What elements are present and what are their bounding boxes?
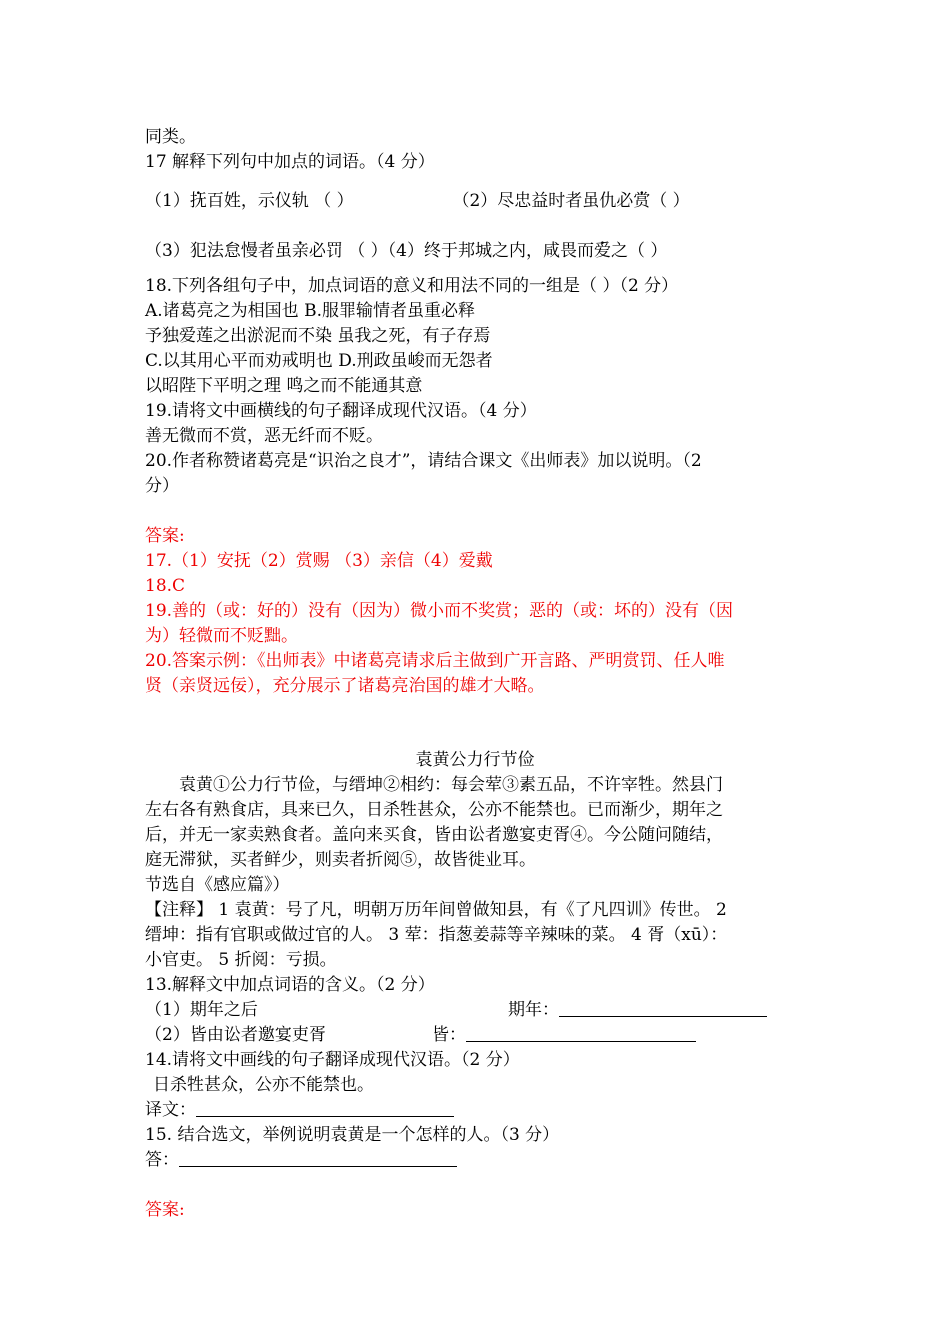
passage-line: 左右各有熟食店，具来已久，日杀牲甚众，公亦不能禁也。已而渐少，期年之 [145, 800, 723, 820]
question-15: 15. 结合选文，举例说明袁黄是一个怎样的人。（3 分） [145, 1125, 560, 1145]
answer-label: 答案: [145, 526, 185, 546]
answer-blank[interactable] [196, 1098, 454, 1117]
question-13-item-2: （2）皆由讼者邀宴吏胥 [145, 1025, 326, 1045]
question-17: 17 解释下列句中加点的词语。（4 分） [145, 152, 435, 172]
question-18-options-cd: C.以其用心平而劝戒明也 D.刑政虽峻而无怨者 [145, 351, 493, 371]
question-14-answer: 译文： [145, 1098, 454, 1123]
question-18-options-ab: A.诸葛亮之为相国也 B.服罪输情者虽重必释 [145, 301, 475, 321]
passage-line: 后，并无一家卖熟食者。盖向来买食，皆由讼者邀宴吏胥④。今公随问随结， [145, 825, 723, 845]
question-17-items-3-4: （3）犯法怠慢者虽亲必罚 （ ）（4）终于邦城之内，咸畏而爱之（ ） [145, 241, 668, 261]
question-18-options-ab-line2: 予独爱莲之出淤泥而不染 虽我之死，有子存焉 [145, 326, 491, 346]
answer-blank[interactable] [466, 1023, 696, 1042]
question-18-options-cd-line2: 以昭陛下平明之理 鸣之而不能通其意 [145, 376, 423, 396]
passage-line: 庭无滞狱，买者鲜少，则卖者折阅⑤，故皆徙业耳。 [145, 850, 536, 870]
question-14: 14.请将文中画线的句子翻译成现代汉语。（2 分） [145, 1050, 520, 1070]
answer-17: 17.（1）安抚（2）赏赐 （3）亲信（4）爱戴 [145, 551, 493, 571]
question-13: 13.解释文中加点词语的含义。（2 分） [145, 975, 435, 995]
notes-line: 【注释】 1 袁黄：号了凡，明朝万历年间曾做知县，有《了凡四训》传世。 2 [145, 900, 727, 920]
question-19-sentence: 善无微而不赏，恶无纤而不贬。 [145, 426, 383, 446]
question-14-sentence: 日杀牲甚众，公亦不能禁也。 [153, 1075, 374, 1095]
notes-line: 小官吏。 5 折阅：亏损。 [145, 950, 337, 970]
dotted-word: 爱 [593, 241, 611, 261]
answer-blank[interactable] [559, 998, 767, 1017]
text-line: 同类。 [145, 127, 196, 147]
question-20-cont: 分） [145, 476, 179, 496]
passage-source: 节选自《感应篇》） [145, 875, 290, 895]
answer-label: 答案: [145, 1200, 185, 1220]
answer-blank[interactable] [179, 1148, 457, 1167]
answer-18: 18.C [145, 576, 186, 596]
answer-20-cont: 贤（亲贤远佞），充分展示了诸葛亮治国的雄才大略。 [145, 676, 545, 696]
question-13-item-1: （1）期年之后 [145, 1000, 258, 1020]
answer-19: 19.善的（或：好的）没有（因为）微小而不奖赏；恶的（或：坏的）没有（因 [145, 601, 734, 621]
answer-20: 20.答案示例：《出师表》中诸葛亮请求后主做到广开言路、严明赏罚、任人唯 [145, 651, 725, 671]
passage-title: 袁黄公力行节俭 [415, 750, 535, 770]
question-13-item-2-answer: 皆： [432, 1023, 696, 1048]
question-18: 18.下列各组句子中，加点词语的意义和用法不同的一组是（ ）（2 分） [145, 276, 679, 296]
question-15-answer: 答： [145, 1148, 457, 1173]
answer-19-cont: 为）轻微而不贬黜。 [145, 626, 298, 646]
question-17-items-1-2: （1）抚百姓，示仪轨 （ ） （2）尽忠益时者虽仇必赏（ ） [145, 191, 690, 211]
notes-line: 缙坤：指有官职或做过官的人。 3 荤：指葱姜蒜等辛辣味的菜。 4 胥（xū）： [145, 925, 728, 945]
dotted-word: 赏 [633, 191, 651, 211]
dotted-word: 抚 [189, 191, 207, 211]
question-13-item-1-answer: 期年： [508, 998, 767, 1023]
dotted-word: 亲 [291, 241, 309, 261]
question-20: 20.作者称赞诸葛亮是“识治之良才”，请结合课文《出师表》加以说明。（2 [145, 451, 702, 471]
question-19: 19.请将文中画横线的句子翻译成现代汉语。（4 分） [145, 401, 537, 421]
passage-line: 袁黄①公力行节俭，与缙坤②相约：每会荤③素五品，不许宰牲。然县门 [179, 775, 723, 795]
